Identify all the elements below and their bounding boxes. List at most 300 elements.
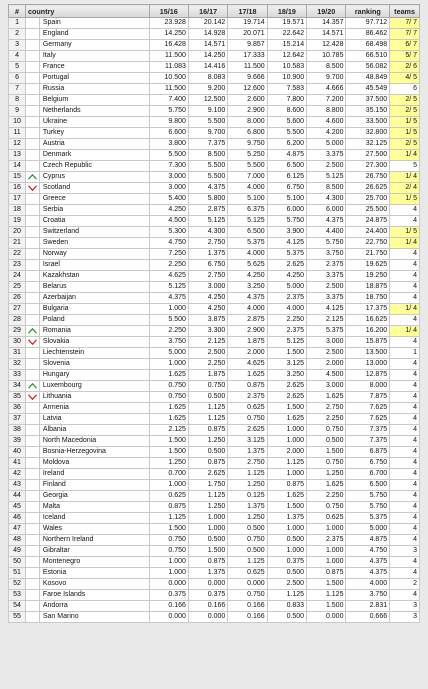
trend-down-icon — [27, 338, 38, 346]
season-15-16-cell: 0.000 — [149, 612, 188, 623]
ranking-cell: 6.700 — [346, 469, 390, 480]
table-row — [9, 480, 420, 491]
trend-cell — [26, 282, 40, 293]
ranking-cell: 4.375 — [346, 557, 390, 568]
teams-cell: 6 — [390, 84, 420, 95]
season-19-20-cell: 2.250 — [307, 414, 346, 425]
season-18-19-cell: 15.214 — [267, 40, 306, 51]
season-18-19-cell: 5.375 — [267, 249, 306, 260]
country-cell: Latvia — [39, 414, 149, 425]
season-18-19-cell: 4.000 — [267, 304, 306, 315]
trend-cell — [26, 139, 40, 150]
teams-cell: 2/ 5 — [390, 139, 420, 150]
teams-cell: 4 — [390, 260, 420, 271]
uefa-country-ranking-table — [8, 4, 420, 623]
ranking-cell: 35.150 — [346, 106, 390, 117]
country-cell: Slovakia — [39, 337, 149, 348]
rank-cell: 28 — [9, 315, 26, 326]
ranking-cell: 5.000 — [346, 524, 390, 535]
season-15-16-cell: 5.300 — [149, 227, 188, 238]
table-row — [9, 260, 420, 271]
table-row — [9, 568, 420, 579]
header-country[interactable]: country — [26, 5, 150, 18]
season-17-18-cell: 2.900 — [228, 106, 267, 117]
header-season-18-19[interactable]: 18/19 — [267, 5, 306, 18]
season-15-16-cell: 3.750 — [149, 337, 188, 348]
rank-cell: 49 — [9, 546, 26, 557]
season-19-20-cell: 2.125 — [307, 315, 346, 326]
table-row — [9, 227, 420, 238]
table-row — [9, 436, 420, 447]
season-16-17-cell: 8.083 — [188, 73, 227, 84]
trend-cell — [26, 458, 40, 469]
table-row — [9, 205, 420, 216]
season-18-19-cell: 2.375 — [267, 293, 306, 304]
season-17-18-cell: 7.000 — [228, 172, 267, 183]
season-17-18-cell: 0.750 — [228, 414, 267, 425]
trend-cell — [26, 469, 40, 480]
season-16-17-cell: 2.625 — [188, 469, 227, 480]
rank-cell: 11 — [9, 128, 26, 139]
table-row — [9, 370, 420, 381]
season-16-17-cell: 1.125 — [188, 491, 227, 502]
season-16-17-cell: 14.250 — [188, 51, 227, 62]
season-17-18-cell: 0.166 — [228, 612, 267, 623]
rank-cell: 27 — [9, 304, 26, 315]
season-18-19-cell: 2.625 — [267, 392, 306, 403]
ranking-cell: 26.625 — [346, 183, 390, 194]
season-18-19-cell: 22.642 — [267, 29, 306, 40]
season-17-18-cell: 5.500 — [228, 161, 267, 172]
teams-cell: 4 — [390, 590, 420, 601]
season-18-19-cell: 2.625 — [267, 381, 306, 392]
season-18-19-cell: 1.625 — [267, 414, 306, 425]
header-season-17-18[interactable]: 17/18 — [228, 5, 267, 18]
rank-cell: 4 — [9, 51, 26, 62]
rank-cell: 31 — [9, 348, 26, 359]
table-row — [9, 62, 420, 73]
season-17-18-cell: 8.000 — [228, 117, 267, 128]
season-19-20-cell: 8.500 — [307, 62, 346, 73]
ranking-cell: 21.750 — [346, 249, 390, 260]
table-row — [9, 271, 420, 282]
country-cell: Wales — [39, 524, 149, 535]
ranking-cell: 24.875 — [346, 216, 390, 227]
trend-cell — [26, 337, 40, 348]
season-17-18-cell: 17.333 — [228, 51, 267, 62]
teams-cell: 4 — [390, 403, 420, 414]
season-18-19-cell: 1.000 — [267, 524, 306, 535]
rank-cell: 54 — [9, 601, 26, 612]
season-19-20-cell: 4.666 — [307, 84, 346, 95]
country-cell: Norway — [39, 249, 149, 260]
season-17-18-cell: 3.250 — [228, 282, 267, 293]
season-19-20-cell: 4.500 — [307, 370, 346, 381]
table-row — [9, 348, 420, 359]
ranking-cell: 27.500 — [346, 150, 390, 161]
season-16-17-cell: 1.500 — [188, 546, 227, 557]
rank-cell: 6 — [9, 73, 26, 84]
season-16-17-cell: 0.500 — [188, 447, 227, 458]
season-17-18-cell: 9.857 — [228, 40, 267, 51]
table-row — [9, 381, 420, 392]
season-18-19-cell: 1.625 — [267, 491, 306, 502]
season-15-16-cell: 0.000 — [149, 579, 188, 590]
rank-cell: 55 — [9, 612, 26, 623]
season-15-16-cell: 4.375 — [149, 293, 188, 304]
season-19-20-cell: 3.375 — [307, 271, 346, 282]
trend-cell — [26, 524, 40, 535]
season-17-18-cell: 20.071 — [228, 29, 267, 40]
season-15-16-cell: 4.500 — [149, 216, 188, 227]
season-19-20-cell: 1.500 — [307, 447, 346, 458]
season-15-16-cell: 3.000 — [149, 172, 188, 183]
ranking-cell: 13.500 — [346, 348, 390, 359]
season-19-20-cell: 9.700 — [307, 73, 346, 84]
country-cell: Liechtenstein — [39, 348, 149, 359]
trend-cell — [26, 414, 40, 425]
header-ranking[interactable]: ranking — [346, 5, 390, 18]
season-16-17-cell: 4.300 — [188, 227, 227, 238]
table-row — [9, 590, 420, 601]
ranking-cell: 17.375 — [346, 304, 390, 315]
ranking-cell: 6.875 — [346, 447, 390, 458]
season-15-16-cell: 4.625 — [149, 271, 188, 282]
season-19-20-cell: 12.428 — [307, 40, 346, 51]
season-17-18-cell: 0.166 — [228, 601, 267, 612]
teams-cell: 4 — [390, 535, 420, 546]
season-19-20-cell: 1.125 — [307, 590, 346, 601]
season-15-16-cell: 5.750 — [149, 106, 188, 117]
teams-cell: 4 — [390, 480, 420, 491]
trend-cell — [26, 568, 40, 579]
season-17-18-cell: 3.125 — [228, 436, 267, 447]
trend-cell — [26, 128, 40, 139]
teams-cell: 4 — [390, 414, 420, 425]
rank-cell: 40 — [9, 447, 26, 458]
teams-cell: 2 — [390, 579, 420, 590]
rank-cell: 25 — [9, 282, 26, 293]
teams-cell: 5 — [390, 161, 420, 172]
ranking-cell: 86.462 — [346, 29, 390, 40]
ranking-cell: 24.400 — [346, 227, 390, 238]
country-cell: Russia — [39, 84, 149, 95]
season-18-19-cell: 6.125 — [267, 172, 306, 183]
header-rank[interactable]: # — [9, 5, 26, 18]
ranking-cell: 12.875 — [346, 370, 390, 381]
teams-cell: 4/ 5 — [390, 73, 420, 84]
country-cell: Georgia — [39, 491, 149, 502]
ranking-cell: 7.625 — [346, 414, 390, 425]
ranking-cell: 56.082 — [346, 62, 390, 73]
header-season-19-20[interactable]: 19/20 — [307, 5, 346, 18]
trend-cell — [26, 370, 40, 381]
season-18-19-cell: 5.750 — [267, 216, 306, 227]
season-15-16-cell: 7.250 — [149, 249, 188, 260]
rank-cell: 50 — [9, 557, 26, 568]
ranking-cell: 45.549 — [346, 84, 390, 95]
season-19-20-cell: 3.375 — [307, 150, 346, 161]
rank-cell: 2 — [9, 29, 26, 40]
trend-cell — [26, 612, 40, 623]
season-17-18-cell: 19.714 — [228, 18, 267, 29]
season-17-18-cell: 6.500 — [228, 227, 267, 238]
ranking-cell: 22.750 — [346, 238, 390, 249]
ranking-cell: 13.000 — [346, 359, 390, 370]
season-19-20-cell: 2.250 — [307, 491, 346, 502]
rank-cell: 7 — [9, 84, 26, 95]
season-16-17-cell: 0.166 — [188, 601, 227, 612]
teams-cell: 4 — [390, 337, 420, 348]
country-cell: Slovenia — [39, 359, 149, 370]
season-17-18-cell: 1.125 — [228, 557, 267, 568]
teams-cell: 1/ 4 — [390, 326, 420, 337]
rank-cell: 24 — [9, 271, 26, 282]
trend-cell — [26, 590, 40, 601]
ranking-cell: 19.625 — [346, 260, 390, 271]
table-row — [9, 117, 420, 128]
header-season-16-17[interactable]: 16/17 — [188, 5, 227, 18]
season-18-19-cell: 0.500 — [267, 612, 306, 623]
season-15-16-cell: 0.700 — [149, 469, 188, 480]
season-17-18-cell: 6.800 — [228, 128, 267, 139]
trend-cell — [26, 436, 40, 447]
rank-cell: 52 — [9, 579, 26, 590]
season-17-18-cell: 5.100 — [228, 194, 267, 205]
season-15-16-cell: 1.625 — [149, 403, 188, 414]
season-18-19-cell: 1.500 — [267, 502, 306, 513]
season-19-20-cell: 3.000 — [307, 381, 346, 392]
season-18-19-cell: 6.200 — [267, 139, 306, 150]
season-17-18-cell: 4.000 — [228, 304, 267, 315]
season-18-19-cell: 5.600 — [267, 117, 306, 128]
rank-cell: 38 — [9, 425, 26, 436]
season-17-18-cell: 1.250 — [228, 513, 267, 524]
season-15-16-cell: 5.500 — [149, 315, 188, 326]
season-15-16-cell: 10.500 — [149, 73, 188, 84]
country-cell: Croatia — [39, 216, 149, 227]
country-cell: Finland — [39, 480, 149, 491]
season-17-18-cell: 1.875 — [228, 337, 267, 348]
country-cell: Kazakhstan — [39, 271, 149, 282]
teams-cell: 4 — [390, 249, 420, 260]
ranking-cell: 25.700 — [346, 194, 390, 205]
teams-cell: 1/ 4 — [390, 238, 420, 249]
table-row — [9, 601, 420, 612]
season-15-16-cell: 7.300 — [149, 161, 188, 172]
season-19-20-cell: 2.375 — [307, 260, 346, 271]
country-cell: Poland — [39, 315, 149, 326]
rank-cell: 9 — [9, 106, 26, 117]
country-cell: Denmark — [39, 150, 149, 161]
trend-cell — [26, 216, 40, 227]
season-15-16-cell: 11.500 — [149, 51, 188, 62]
ranking-cell: 5.750 — [346, 491, 390, 502]
trend-cell — [26, 348, 40, 359]
season-15-16-cell: 5.500 — [149, 150, 188, 161]
rank-cell: 35 — [9, 392, 26, 403]
header-teams[interactable]: teams — [390, 5, 420, 18]
season-15-16-cell: 3.000 — [149, 183, 188, 194]
season-19-20-cell: 4.600 — [307, 117, 346, 128]
season-15-16-cell: 5.125 — [149, 282, 188, 293]
season-19-20-cell: 1.500 — [307, 601, 346, 612]
season-17-18-cell: 4.375 — [228, 293, 267, 304]
season-19-20-cell: 0.875 — [307, 568, 346, 579]
rank-cell: 30 — [9, 337, 26, 348]
country-cell: Austria — [39, 139, 149, 150]
season-18-19-cell: 3.900 — [267, 227, 306, 238]
country-cell: Hungary — [39, 370, 149, 381]
season-16-17-cell: 3.875 — [188, 315, 227, 326]
season-19-20-cell: 1.000 — [307, 557, 346, 568]
country-cell: Ukraine — [39, 117, 149, 128]
season-18-19-cell: 1.000 — [267, 546, 306, 557]
season-15-16-cell: 0.750 — [149, 535, 188, 546]
trend-cell — [26, 29, 40, 40]
season-18-19-cell: 6.500 — [267, 161, 306, 172]
ranking-cell: 6.750 — [346, 458, 390, 469]
table-row — [9, 282, 420, 293]
season-16-17-cell: 1.000 — [188, 513, 227, 524]
country-cell: Romania — [39, 326, 149, 337]
season-16-17-cell: 7.375 — [188, 139, 227, 150]
country-cell: Moldova — [39, 458, 149, 469]
season-19-20-cell: 2.750 — [307, 403, 346, 414]
season-16-17-cell: 0.875 — [188, 425, 227, 436]
season-19-20-cell: 4.200 — [307, 128, 346, 139]
country-cell: Albania — [39, 425, 149, 436]
trend-cell — [26, 150, 40, 161]
table-row — [9, 414, 420, 425]
season-15-16-cell: 1.500 — [149, 436, 188, 447]
season-18-19-cell: 12.642 — [267, 51, 306, 62]
teams-cell: 1/ 5 — [390, 227, 420, 238]
trend-cell — [26, 51, 40, 62]
season-18-19-cell: 1.375 — [267, 513, 306, 524]
teams-cell: 4 — [390, 557, 420, 568]
season-15-16-cell: 0.375 — [149, 590, 188, 601]
header-season-15-16[interactable]: 15/16 — [149, 5, 188, 18]
season-19-20-cell: 1.625 — [307, 480, 346, 491]
table-row — [9, 139, 420, 150]
season-17-18-cell: 9.666 — [228, 73, 267, 84]
season-17-18-cell: 1.625 — [228, 370, 267, 381]
season-18-19-cell: 8.600 — [267, 106, 306, 117]
trend-cell — [26, 359, 40, 370]
trend-cell — [26, 117, 40, 128]
country-cell: Bosnia-Herzegovina — [39, 447, 149, 458]
rank-cell: 43 — [9, 480, 26, 491]
season-17-18-cell: 11.500 — [228, 62, 267, 73]
teams-cell: 7/ 7 — [390, 29, 420, 40]
season-17-18-cell: 0.500 — [228, 524, 267, 535]
table-row — [9, 172, 420, 183]
ranking-cell: 4.875 — [346, 535, 390, 546]
ranking-cell: 5.375 — [346, 513, 390, 524]
country-cell: Gibraltar — [39, 546, 149, 557]
country-cell: Bulgaria — [39, 304, 149, 315]
season-15-16-cell: 2.250 — [149, 260, 188, 271]
season-16-17-cell: 4.250 — [188, 293, 227, 304]
country-cell: Kosovo — [39, 579, 149, 590]
header-row — [9, 5, 420, 18]
season-18-19-cell: 2.250 — [267, 315, 306, 326]
teams-cell: 6/ 7 — [390, 40, 420, 51]
teams-cell: 3 — [390, 612, 420, 623]
season-15-16-cell: 0.166 — [149, 601, 188, 612]
season-16-17-cell: 1.250 — [188, 436, 227, 447]
season-16-17-cell: 14.416 — [188, 62, 227, 73]
season-16-17-cell: 1.000 — [188, 524, 227, 535]
rank-cell: 51 — [9, 568, 26, 579]
season-19-20-cell: 2.500 — [307, 282, 346, 293]
season-15-16-cell: 5.400 — [149, 194, 188, 205]
table-row — [9, 18, 420, 29]
teams-cell: 1/ 4 — [390, 172, 420, 183]
rank-cell: 36 — [9, 403, 26, 414]
season-18-19-cell: 10.583 — [267, 62, 306, 73]
rank-cell: 22 — [9, 249, 26, 260]
season-16-17-cell: 9.100 — [188, 106, 227, 117]
trend-cell — [26, 579, 40, 590]
season-18-19-cell: 6.750 — [267, 183, 306, 194]
teams-cell: 2/ 5 — [390, 106, 420, 117]
teams-cell: 4 — [390, 425, 420, 436]
trend-cell — [26, 18, 40, 29]
season-16-17-cell: 3.000 — [188, 282, 227, 293]
table-row — [9, 161, 420, 172]
season-15-16-cell: 1.000 — [149, 304, 188, 315]
trend-cell — [26, 557, 40, 568]
table-row — [9, 183, 420, 194]
rank-cell: 13 — [9, 150, 26, 161]
season-19-20-cell: 7.200 — [307, 95, 346, 106]
table-row — [9, 469, 420, 480]
rank-cell: 14 — [9, 161, 26, 172]
season-17-18-cell: 0.625 — [228, 403, 267, 414]
table-row — [9, 194, 420, 205]
season-16-17-cell: 2.500 — [188, 348, 227, 359]
season-16-17-cell: 20.142 — [188, 18, 227, 29]
season-15-16-cell: 1.000 — [149, 359, 188, 370]
season-18-19-cell: 1.125 — [267, 458, 306, 469]
table-row — [9, 392, 420, 403]
season-18-19-cell: 0.500 — [267, 535, 306, 546]
ranking-cell: 18.875 — [346, 282, 390, 293]
trend-cell — [26, 106, 40, 117]
season-17-18-cell: 0.750 — [228, 590, 267, 601]
trend-up-icon — [27, 327, 38, 335]
season-17-18-cell: 4.000 — [228, 183, 267, 194]
rank-cell: 47 — [9, 524, 26, 535]
season-18-19-cell: 1.500 — [267, 348, 306, 359]
season-18-19-cell: 5.000 — [267, 282, 306, 293]
country-cell: Israel — [39, 260, 149, 271]
ranking-cell: 6.500 — [346, 480, 390, 491]
rank-cell: 17 — [9, 194, 26, 205]
season-15-16-cell: 11.083 — [149, 62, 188, 73]
season-18-19-cell: 0.833 — [267, 601, 306, 612]
teams-cell: 3 — [390, 546, 420, 557]
season-19-20-cell: 0.500 — [307, 436, 346, 447]
teams-cell: 4 — [390, 491, 420, 502]
season-16-17-cell: 6.750 — [188, 260, 227, 271]
country-cell: Malta — [39, 502, 149, 513]
trend-cell — [26, 546, 40, 557]
trend-cell — [26, 425, 40, 436]
ranking-cell: 33.500 — [346, 117, 390, 128]
